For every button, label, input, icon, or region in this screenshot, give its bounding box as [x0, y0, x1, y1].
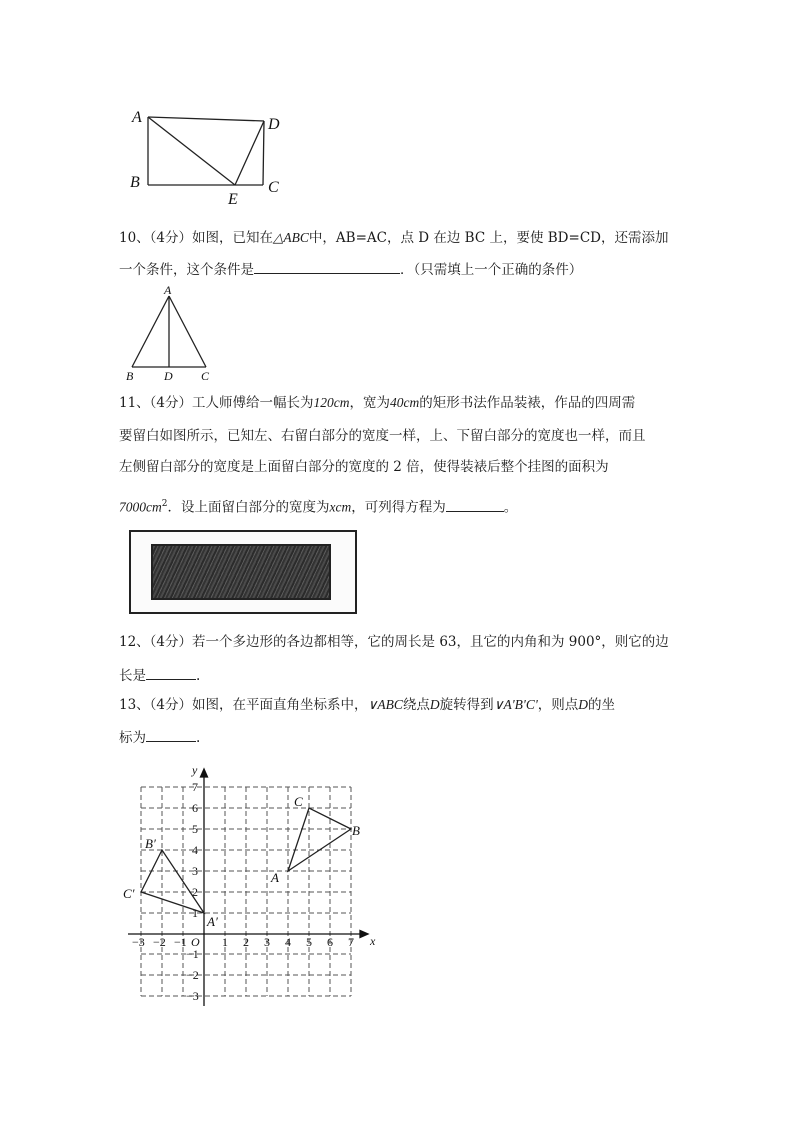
- label-b: B: [130, 174, 140, 191]
- q11-answer-blank[interactable]: [446, 497, 504, 512]
- q10-line2: [119, 259, 582, 279]
- q11-width: 40cm: [390, 395, 420, 410]
- q10-triangle: △ABC: [273, 230, 309, 245]
- y-tick-label: −3: [186, 989, 199, 1003]
- label-d: D: [164, 369, 173, 383]
- q12-text-2: 长是: [119, 668, 146, 684]
- point-c-label: C: [294, 794, 303, 809]
- q13-text-7: .: [196, 730, 201, 746]
- q11-text-4: ．设上面留白部分的宽度为: [167, 499, 330, 516]
- q11-text-3: 的矩形书法作品装裱，作品的四周需: [419, 395, 636, 411]
- q13-number: 13、（4分）: [119, 697, 193, 713]
- point-a-label: A: [271, 870, 279, 885]
- q11-length: 120cm: [313, 395, 350, 410]
- q10-number: 10、（4分）: [119, 230, 193, 246]
- segment-ae: [148, 117, 235, 185]
- edge-ad: [148, 117, 264, 121]
- q13-answer-blank[interactable]: [146, 727, 196, 742]
- q11-line2: 要留白如图所示，已知左、右留白部分的宽度一样，上、下留白部分的宽度也一样，而且: [119, 428, 646, 444]
- point-c-prime-label: C′: [123, 886, 135, 901]
- point-a-prime-label: A′: [207, 914, 218, 929]
- q11-area-exponent: 2: [161, 499, 168, 509]
- x-axis-label: x: [370, 934, 376, 948]
- x-tick-label: 6: [327, 935, 333, 949]
- calligraphy-frame: [129, 530, 357, 614]
- x-tick-label: −2: [153, 935, 166, 949]
- point-b-prime-label: B′: [145, 836, 156, 851]
- x-tick-label: 1: [222, 935, 228, 949]
- y-tick-label: 7: [192, 780, 198, 794]
- triangle-figure: [122, 283, 222, 383]
- y-axis-arrow-icon: [201, 769, 208, 777]
- q13-point-d-2: D: [578, 697, 588, 712]
- q12-number: 12、（4分）: [119, 634, 193, 650]
- coordinate-grid-figure: [118, 760, 380, 1012]
- x-tick-label: 7: [348, 935, 354, 949]
- x-tick-label: 4: [285, 935, 291, 949]
- triangle-abc: [288, 808, 351, 871]
- q11-line1: [119, 394, 635, 412]
- edge-dc: [263, 121, 264, 185]
- q10-text-3: 一个条件，这个条件是: [119, 262, 254, 278]
- q10-line1: [119, 229, 668, 247]
- triangle-a1b1c1: [141, 850, 204, 913]
- x-tick-label: −1: [174, 935, 187, 949]
- y-tick-label: 3: [192, 864, 198, 878]
- label-d: D: [268, 116, 280, 133]
- point-b-label: B: [352, 823, 360, 838]
- q11-text-5: ，可列得方程为: [351, 499, 446, 516]
- label-e: E: [228, 191, 238, 208]
- q12-line2: [119, 665, 200, 685]
- q13-text-2: 绕点: [402, 697, 430, 713]
- q11-line3: 左侧留白部分的宽度是上面留白部分的宽度的 2 倍，使得装裱后整个挂图的面积为: [119, 459, 609, 475]
- q12-line1: [119, 633, 669, 651]
- q13-text-5: 的坐: [587, 697, 615, 713]
- y-axis-label: y: [192, 763, 198, 777]
- q11-variable: xcm: [329, 499, 352, 515]
- y-tick-label: 4: [192, 843, 198, 857]
- label-a: A: [164, 283, 172, 297]
- q12-answer-blank[interactable]: [146, 665, 196, 680]
- segment-de: [235, 121, 264, 185]
- label-c: C: [268, 179, 279, 196]
- x-tick-label: −3: [132, 935, 145, 949]
- y-tick-label: 6: [192, 801, 198, 815]
- q13-text-4: ，则点: [537, 697, 579, 713]
- q11-text-2: ，宽为: [349, 395, 391, 411]
- label-b: B: [126, 369, 134, 383]
- y-tick-label: 1: [192, 906, 198, 920]
- q12-text-3: .: [196, 668, 201, 684]
- q13-text-6: 标为: [119, 730, 146, 746]
- y-tick-label: −2: [186, 968, 199, 982]
- edge-ab: [132, 296, 169, 367]
- origin-label: O: [191, 935, 200, 949]
- q11-line4: [119, 495, 517, 517]
- q10-text: 如图，已知在: [192, 230, 274, 246]
- x-axis-arrow-icon: [360, 931, 368, 938]
- y-tick-label: 5: [192, 822, 198, 836]
- q10-text-4: ．（只需填上一个正确的条件）: [400, 262, 583, 278]
- q13-text: 如图，在平面直角坐标系中，: [192, 697, 368, 713]
- q11-number: 11、（4分）: [119, 395, 193, 411]
- label-a: A: [132, 109, 142, 126]
- q12-text: 若一个多边形的各边都相等，它的周长是 63，且它的内角和为 900°，则它的边: [192, 634, 669, 650]
- q10-text-2: 中，AB=AC，点 D 在边 BC 上，要使 BD=CD，还需添加: [308, 230, 669, 246]
- q13-text-3: 旋转得到: [439, 697, 494, 713]
- q11-area: 7000cm: [119, 499, 162, 515]
- q13-point-d: D: [429, 697, 440, 712]
- edge-ac: [169, 296, 206, 367]
- label-c: C: [201, 369, 210, 383]
- x-tick-label: 3: [264, 935, 270, 949]
- q13-triangle-image: ∨A'B'C': [493, 697, 538, 712]
- q10-answer-blank[interactable]: [254, 259, 400, 274]
- y-tick-label: 2: [192, 885, 198, 899]
- y-tick-label: −1: [186, 947, 199, 961]
- x-tick-label: 5: [306, 935, 312, 949]
- q13-line2: [119, 727, 200, 747]
- calligraphy-artwork: [151, 544, 331, 600]
- q13-line1: [119, 696, 615, 714]
- q13-triangle-abc: ∨ABC: [367, 697, 403, 712]
- x-tick-label: 2: [243, 935, 249, 949]
- rectangle-figure: [126, 108, 286, 208]
- q11-text: 工人师傅给一幅长为: [192, 395, 314, 411]
- q11-text-6: 。: [503, 499, 518, 516]
